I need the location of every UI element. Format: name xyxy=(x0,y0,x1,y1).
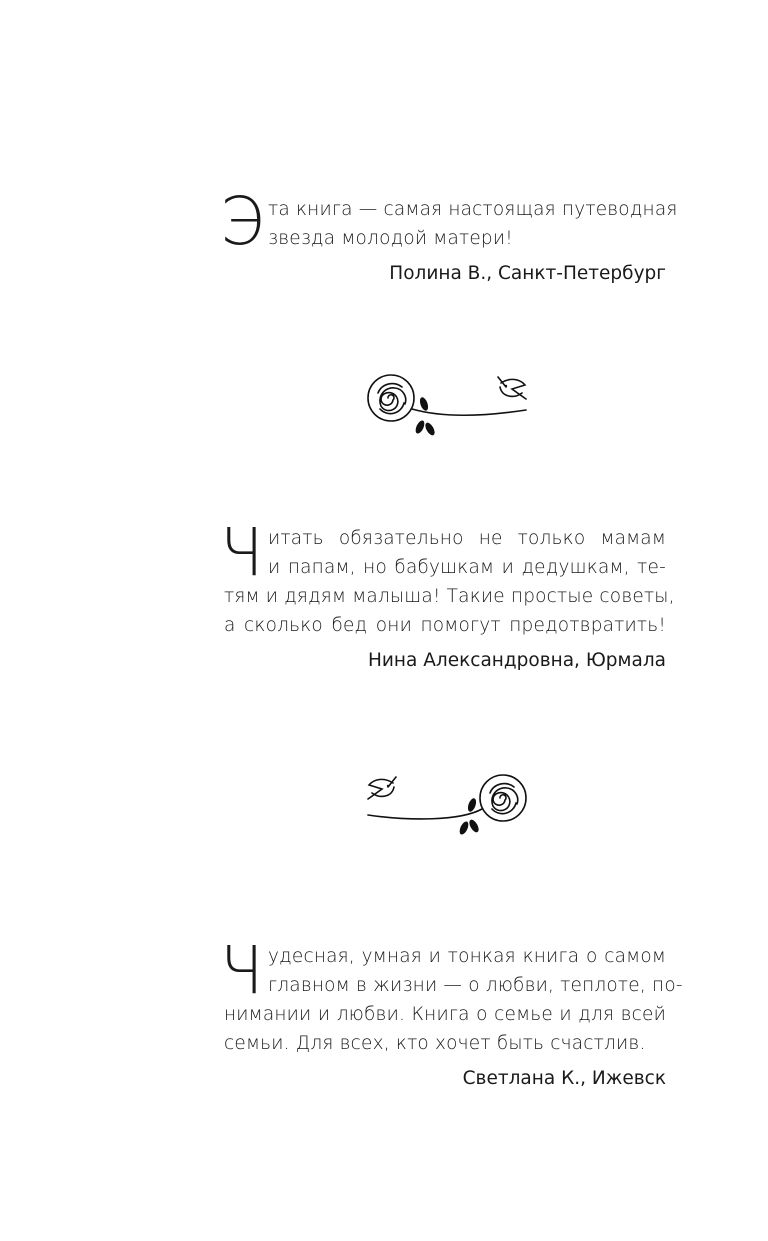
quote-author: Нина Александровна, Юрмала xyxy=(367,650,666,671)
quote-line: тям и дядям малыша! Такие простые советы, xyxy=(224,586,675,607)
quote-author: Светлана К., Ижевск xyxy=(462,1068,666,1089)
rose-bird-ornament-icon xyxy=(360,365,535,445)
dropcap-letter: Э xyxy=(220,183,264,260)
quote-line: семьи. Для всех, кто хочет быть счастлив. xyxy=(224,1033,646,1054)
quote-line: та книга — самая настоящая путеводная xyxy=(268,199,678,220)
dropcap-letter: Ч xyxy=(220,932,263,1009)
quote-line: удесная, умная и тонкая книга о самом xyxy=(268,946,666,967)
quote-line: звезда молодой матери! xyxy=(268,228,513,249)
quote-author: Полина В., Санкт-Петербург xyxy=(389,263,666,284)
testimonial-2 xyxy=(220,514,675,675)
quote-line: главном в жизни — о любви, теплоте, по- xyxy=(268,975,683,996)
quote-line: итать обязательно не только мамам xyxy=(268,528,666,549)
quote-line: и папам, но бабушкам и дедушкам, те- xyxy=(268,557,666,578)
testimonial-3 xyxy=(220,932,683,1093)
quote-line: нимании и любви. Книга о семье и для всей xyxy=(224,1004,666,1025)
testimonial-1 xyxy=(220,183,678,288)
quote-line: а сколько бед они помогут предотвратить! xyxy=(224,615,666,636)
bird-rose-ornament-icon xyxy=(360,765,535,845)
dropcap-letter: Ч xyxy=(220,514,263,591)
